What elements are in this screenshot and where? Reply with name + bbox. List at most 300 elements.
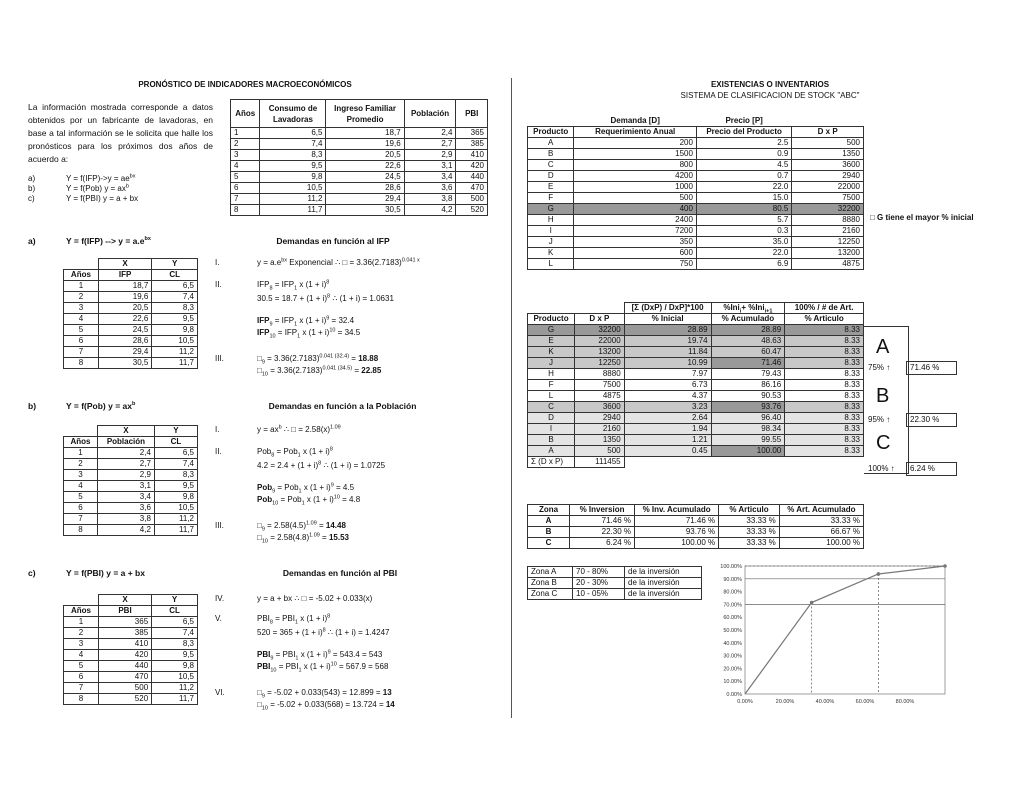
sec_a-cell: 3 — [64, 303, 99, 314]
main-cell: 7 — [231, 194, 260, 205]
sec_b-cell: 8 — [64, 525, 98, 536]
t3-h-articulo: % Articulo — [719, 505, 780, 516]
inventory-table — [527, 116, 864, 270]
main-cell: 6 — [231, 183, 260, 194]
t: 8 — [322, 627, 326, 634]
t1-row — [528, 138, 864, 149]
step-a-III: III. — [215, 354, 224, 363]
sec_a-cell: 7 — [64, 347, 99, 358]
t4-cell: de la inversión — [625, 589, 702, 600]
t: = 2.58(4.5) — [264, 521, 307, 530]
t2-cell: 1.21 — [624, 435, 711, 446]
section-b-heading — [28, 401, 135, 411]
t2-cell: 6.73 — [624, 380, 711, 391]
t: 13 — [382, 688, 392, 697]
t: 10 — [272, 500, 279, 507]
t1-cell: 1500 — [574, 149, 697, 160]
table-ifp — [63, 258, 198, 369]
main-cell: 7,4 — [260, 139, 326, 150]
t: 1 — [294, 619, 299, 626]
t: x (1 + i) — [298, 614, 328, 623]
t2-cell: 2160 — [575, 424, 625, 435]
t: 10 — [330, 661, 337, 668]
main-cell: 3,6 — [404, 183, 456, 194]
main-cell: 1 — [231, 128, 260, 139]
main-h-anios: Años — [231, 100, 260, 128]
t3-row — [528, 538, 864, 549]
t2-cell: 22000 — [575, 336, 625, 347]
t2-cell: 32200 — [575, 325, 625, 336]
right-title: EXISTENCIAS O INVENTARIOS — [710, 80, 830, 89]
t: ∴ (1 + i) = 1.4247 — [325, 628, 390, 637]
t2-cell: 48.63 — [711, 336, 785, 347]
sec_c-cell: 4 — [64, 650, 99, 661]
t2-cell: 8.33 — [785, 413, 864, 424]
t1-cell: D — [528, 171, 574, 182]
step-c-VI-l2 — [257, 700, 395, 710]
t: x (1 + i) — [301, 483, 331, 492]
t: 10 — [329, 327, 336, 334]
t4-cell: Zona A — [528, 567, 573, 578]
step-b-II-l2 — [257, 461, 385, 471]
t1-row — [528, 215, 864, 226]
sec_a-cell: 2 — [64, 292, 99, 303]
t1-cell: H — [528, 215, 574, 226]
t: x (1 + i) — [297, 280, 327, 289]
t1-row — [528, 237, 864, 248]
t: 10 — [270, 667, 277, 674]
t4-cell: de la inversión — [625, 567, 702, 578]
t3-h-inv-acum: % Inv. Acumulado — [635, 505, 719, 516]
sec_a-cell: 10,5 — [152, 336, 198, 347]
step-b-II-l3 — [257, 483, 354, 493]
main-row — [231, 205, 488, 216]
t: 9 — [261, 693, 265, 700]
t2-cell: H — [528, 369, 575, 380]
sec_a-cell: 11,2 — [152, 347, 198, 358]
t2-cell: G — [528, 325, 575, 336]
t: 15.53 — [328, 533, 349, 542]
t2-cell: 8.33 — [785, 369, 864, 380]
step-a-II-l3 — [257, 316, 354, 326]
sec_c-cell: 410 — [98, 639, 151, 650]
t1-cell: 15.0 — [696, 193, 791, 204]
t: = -5.02 + 0.033(543) = 12.899 = — [264, 688, 383, 697]
sec_b-row — [64, 481, 198, 492]
t: □ — [257, 533, 262, 542]
t3-cell: 33.33 % — [719, 527, 780, 538]
t: = IFP — [272, 280, 295, 289]
t2-cell: F — [528, 380, 575, 391]
t2-cell: 86.16 — [711, 380, 785, 391]
y-tick-label: 40.00% — [723, 640, 742, 647]
a-I-s: bx — [281, 257, 288, 264]
t: 9 — [327, 649, 331, 656]
page-divider — [511, 78, 512, 718]
section-b-demand-title: Demandas en función a la Población — [268, 401, 417, 411]
t: 1 — [294, 285, 298, 292]
t4-cell: 20 - 30% — [573, 578, 625, 589]
main-row — [231, 194, 488, 205]
t1-row — [528, 204, 864, 215]
step-a-II-l4 — [257, 328, 360, 338]
t2-h-formula: [Σ (DxP) / DxP]*100 — [624, 303, 711, 314]
main-cell: 24,5 — [326, 172, 404, 183]
step-c-VI: VI. — [215, 688, 225, 697]
sec_a-cell: 20,5 — [98, 303, 152, 314]
main-h-ingreso: Ingreso Familiar Promedio — [326, 100, 404, 128]
section-a-demand-title: Demandas en función al IFP — [276, 236, 390, 246]
sec_c-cell: 11,2 — [152, 683, 198, 694]
sec_c-cell: 6 — [64, 672, 99, 683]
t2-row — [528, 413, 864, 424]
sec_a-row — [64, 292, 198, 303]
main-h-consumo: Consumo de Lavadoras — [260, 100, 326, 128]
t4-cell: Zona C — [528, 589, 573, 600]
t2-row — [528, 435, 864, 446]
t2-cell: 4875 — [575, 391, 625, 402]
t1-h-precio: Precio [P] — [696, 116, 791, 127]
sec_a-row — [64, 336, 198, 347]
main-cell: 30,5 — [326, 205, 404, 216]
t: x (1 + i) — [297, 316, 327, 325]
t1-cell: J — [528, 237, 574, 248]
sec_b-cell: 8,3 — [154, 470, 197, 481]
t3-cell: 6.24 % — [570, 538, 635, 549]
main-cell: 19,6 — [326, 139, 404, 150]
t: 9 — [326, 315, 330, 322]
t: 1 — [298, 667, 302, 674]
main-cell: 420 — [456, 161, 488, 172]
t2-cell: 8.33 — [785, 347, 864, 358]
sec_c-cell: 7,4 — [152, 628, 198, 639]
sec_c-col-header: CL — [152, 606, 198, 617]
t3-h-zona: Zona — [528, 505, 570, 516]
y-tick-label: 100.00% — [720, 564, 742, 570]
t1-cell: 4200 — [574, 171, 697, 182]
t2-cell: 8.33 — [785, 380, 864, 391]
t: 8 — [318, 460, 322, 467]
item-b-text: Y = f(Pob) y = ax — [66, 184, 126, 193]
t3-cell: 71.46 % — [635, 516, 719, 527]
main-cell: 9,8 — [260, 172, 326, 183]
step-b-II-l4 — [257, 495, 360, 505]
t2-cell: 93.76 — [711, 402, 785, 413]
t1-cell: 35.0 — [696, 237, 791, 248]
step-c-V-l1 — [257, 614, 330, 624]
sec_c-row — [64, 661, 198, 672]
main-row — [231, 139, 488, 150]
x-tick-label: 20.00% — [775, 699, 795, 705]
sec_b-row — [64, 503, 198, 514]
a-I-t: y = a.e — [257, 258, 282, 267]
sec_a-cell: 6 — [64, 336, 99, 347]
t2-cell: 7.97 — [624, 369, 711, 380]
t1-cell: 7500 — [792, 193, 864, 204]
section-c-label: c) — [28, 568, 36, 578]
step-a-III-l1 — [257, 354, 378, 364]
sec_c-cell: 365 — [98, 617, 151, 628]
sec_a-cell: 8,3 — [152, 303, 198, 314]
sec_a-cell: 18,7 — [98, 281, 152, 292]
t2-h-acumulado: % Acumulado — [711, 314, 785, 325]
t2-cell: C — [528, 402, 575, 413]
sec_c-row — [64, 628, 198, 639]
main-cell: 470 — [456, 183, 488, 194]
sec_c-row — [64, 683, 198, 694]
t2-cell: 60.47 — [711, 347, 785, 358]
sec_b-cell: 4 — [64, 481, 98, 492]
main-cell: 500 — [456, 194, 488, 205]
x-tick-label: 40.00% — [815, 699, 835, 705]
t1-row — [528, 149, 864, 160]
t: IFP — [257, 316, 270, 325]
main-cell: 2,4 — [404, 128, 456, 139]
t: 8 — [327, 293, 331, 300]
t2-h-dxp: D x P — [575, 314, 625, 325]
main-row — [231, 161, 488, 172]
sec_c-row — [64, 617, 198, 628]
t: x (1 + i) — [300, 447, 330, 456]
section-c-heading — [28, 568, 145, 578]
t: = PBI — [273, 650, 296, 659]
sec_a-x-label: X — [98, 259, 152, 270]
t: = 567.9 = 568 — [336, 662, 389, 671]
t: 1 — [295, 655, 299, 662]
sec_a-row — [64, 325, 198, 336]
t1-cell: 400 — [574, 204, 697, 215]
t1-cell: 2160 — [792, 226, 864, 237]
t: x (1 + i) — [298, 650, 328, 659]
main-row — [231, 172, 488, 183]
t2-cell: 3600 — [575, 402, 625, 413]
section-a-sup: bx — [144, 236, 151, 243]
zone-b-pct: 95% ↑ — [868, 415, 891, 424]
sec_a-cell: 24,5 — [98, 325, 152, 336]
sec_b-cell: 1 — [64, 448, 98, 459]
t1-cell: C — [528, 160, 574, 171]
t: 10 — [261, 538, 268, 545]
t3-cell: 100.00 % — [635, 538, 719, 549]
a-I-s2: 0.041 x — [401, 257, 420, 264]
t2-h-inicial: % Inicial — [624, 314, 711, 325]
t1-cell: 3600 — [792, 160, 864, 171]
main-cell: 20,5 — [326, 150, 404, 161]
sec_a-cell: 1 — [64, 281, 99, 292]
t2-h-articulo: % Articulo — [785, 314, 864, 325]
sec_a-cell: 4 — [64, 314, 99, 325]
main-cell: 3 — [231, 150, 260, 161]
step-a-III-l2 — [257, 366, 381, 376]
t: □ — [257, 521, 262, 530]
t: + %Ini — [741, 303, 765, 312]
y-tick-label: 10.00% — [723, 679, 742, 686]
t1-cell: 8880 — [792, 215, 864, 226]
t2-row — [528, 446, 864, 457]
t: 8 — [326, 279, 330, 286]
t1-cell: 750 — [574, 259, 697, 270]
y-tick-label: 20.00% — [723, 666, 742, 673]
t: = 4.5 — [333, 483, 355, 492]
t3-cell: C — [528, 538, 570, 549]
t: 1.09 — [306, 520, 317, 527]
t: □ — [257, 700, 262, 709]
item-c-key: c) — [28, 194, 35, 203]
t1-cell: 12250 — [792, 237, 864, 248]
t: 520 = 365 + (1 + i) — [257, 628, 323, 637]
t: 9 — [261, 526, 265, 533]
t: = PBI — [276, 662, 299, 671]
t1-cell: 22.0 — [696, 182, 791, 193]
t2-row — [528, 347, 864, 358]
t1-cell: 0.9 — [696, 149, 791, 160]
t4-cell: Zona B — [528, 578, 573, 589]
t4-row — [528, 567, 702, 578]
t2-cell: 2.64 — [624, 413, 711, 424]
t2-cell: 11.84 — [624, 347, 711, 358]
t1-h-producto: Producto — [528, 127, 574, 138]
section-a-head: Y = f(IFP) --> y = a.e — [66, 236, 145, 246]
section-b-sup: b — [131, 401, 136, 408]
t: = 3.36(2.7183) — [264, 354, 320, 363]
t: = 2.58(4.8) — [267, 533, 310, 542]
t: 1.09 — [309, 532, 320, 539]
t2-cell: I — [528, 424, 575, 435]
t: 8 — [329, 446, 333, 453]
zone-c-pct: 100% ↑ — [868, 464, 895, 473]
abc-table — [527, 302, 864, 468]
t1-row — [528, 226, 864, 237]
t4-row — [528, 578, 702, 589]
t2-cell: 8.33 — [785, 424, 864, 435]
t: = IFP — [275, 328, 298, 337]
t1-cell: F — [528, 193, 574, 204]
t1-cell: 800 — [574, 160, 697, 171]
t2-cell: 12250 — [575, 358, 625, 369]
sec_c-cell: 9,8 — [152, 661, 198, 672]
left-title: PRONÓSTICO DE INDICADORES MACROECONÓMICOS — [138, 80, 352, 89]
t1-cell: 7200 — [574, 226, 697, 237]
t: x (1 + i) — [301, 662, 331, 671]
main-cell: 4,2 — [404, 205, 456, 216]
t2-h-art-formula: 100% / # de Art. — [785, 303, 864, 314]
sec_b-row — [64, 492, 198, 503]
t3-h-art-acum: % Art. Acumulado — [779, 505, 863, 516]
t: 1 — [294, 321, 298, 328]
section-a-heading — [28, 236, 151, 246]
t1-cell: I — [528, 226, 574, 237]
t1-cell: B — [528, 149, 574, 160]
t: Pob — [257, 483, 273, 492]
t2-cell: K — [528, 347, 575, 358]
t2-h-producto: Producto — [528, 314, 575, 325]
sec_a-cell: 8 — [64, 358, 99, 369]
t2-cell: 10.99 — [624, 358, 711, 369]
t2-cell: 8.33 — [785, 325, 864, 336]
t3-cell: 33.33 % — [779, 516, 863, 527]
sec_c-cell: 520 — [98, 694, 151, 705]
t1-cell: 22000 — [792, 182, 864, 193]
t: = — [316, 521, 326, 530]
t3-row — [528, 516, 864, 527]
t: = 4.8 — [339, 495, 361, 504]
chart-frame — [745, 566, 945, 694]
sec_c-cell: 9,5 — [152, 650, 198, 661]
sec_b-cell: 6,5 — [154, 448, 197, 459]
t4-cell: 70 - 80% — [573, 567, 625, 578]
t1-cell: A — [528, 138, 574, 149]
sec_b-col-header: Población — [97, 437, 154, 448]
t: = — [349, 354, 359, 363]
t2-row — [528, 402, 864, 413]
t3-cell: B — [528, 527, 570, 538]
t2-h-acum-formula — [711, 303, 785, 314]
t2-cell: 100.00 — [711, 446, 785, 457]
main-row — [231, 183, 488, 194]
sec_a-col-header: IFP — [98, 270, 152, 281]
t1-row — [528, 193, 864, 204]
main-cell: 3,1 — [404, 161, 456, 172]
y-tick-label: 70.00% — [723, 602, 742, 609]
sec_c-row — [64, 694, 198, 705]
a-I-r: Exponencial ∴ □ = 3.36(2.7183) — [287, 258, 402, 267]
t2-row — [528, 380, 864, 391]
sec_b-x-label: X — [97, 426, 154, 437]
y-tick-label: 60.00% — [723, 615, 742, 622]
sec_c-cell: 8 — [64, 694, 99, 705]
item-list — [28, 174, 138, 204]
sec_b-cell: 10,5 — [154, 503, 197, 514]
zone-letter-c: C — [876, 432, 891, 454]
t1-cell: 4.5 — [696, 160, 791, 171]
main-cell: 410 — [456, 150, 488, 161]
t: PBI — [257, 662, 271, 671]
step-b-II: II. — [215, 447, 222, 456]
t1-row — [528, 248, 864, 259]
step-b-III-l2 — [257, 533, 349, 543]
t: IFP — [257, 328, 270, 337]
t: = 543.4 = 543 — [330, 650, 383, 659]
t2-cell: 13200 — [575, 347, 625, 358]
t3-cell: A — [528, 516, 570, 527]
t1-cell: 22.0 — [696, 248, 791, 259]
t2-cell: 0.45 — [624, 446, 711, 457]
sec_c-cell: 440 — [98, 661, 151, 672]
t2-cell: 96.40 — [711, 413, 785, 424]
item-a-key: a) — [28, 174, 36, 183]
t2-cell: 19.74 — [624, 336, 711, 347]
t1-cell: 500 — [792, 138, 864, 149]
t: 8 — [269, 285, 273, 292]
sec_a-row — [64, 303, 198, 314]
t: = Pob — [278, 495, 302, 504]
sec_c-col-header: PBI — [98, 606, 151, 617]
sec_b-cell: 3,1 — [97, 481, 154, 492]
t: = 32.4 — [329, 316, 355, 325]
t2-cell: 4.37 — [624, 391, 711, 402]
sec_a-cell: 7,4 — [152, 292, 198, 303]
zone-letter-b: B — [876, 385, 890, 407]
cumulative-line — [745, 566, 945, 694]
t1-cell: 2400 — [574, 215, 697, 226]
step-c-V-l2 — [257, 628, 389, 638]
main-cell: 2 — [231, 139, 260, 150]
sec_b-cell: 11,2 — [154, 514, 197, 525]
sec_a-row — [64, 314, 198, 325]
sec_b-cell: 3,8 — [97, 514, 154, 525]
t: 10 — [269, 333, 276, 340]
data-point — [943, 564, 947, 568]
